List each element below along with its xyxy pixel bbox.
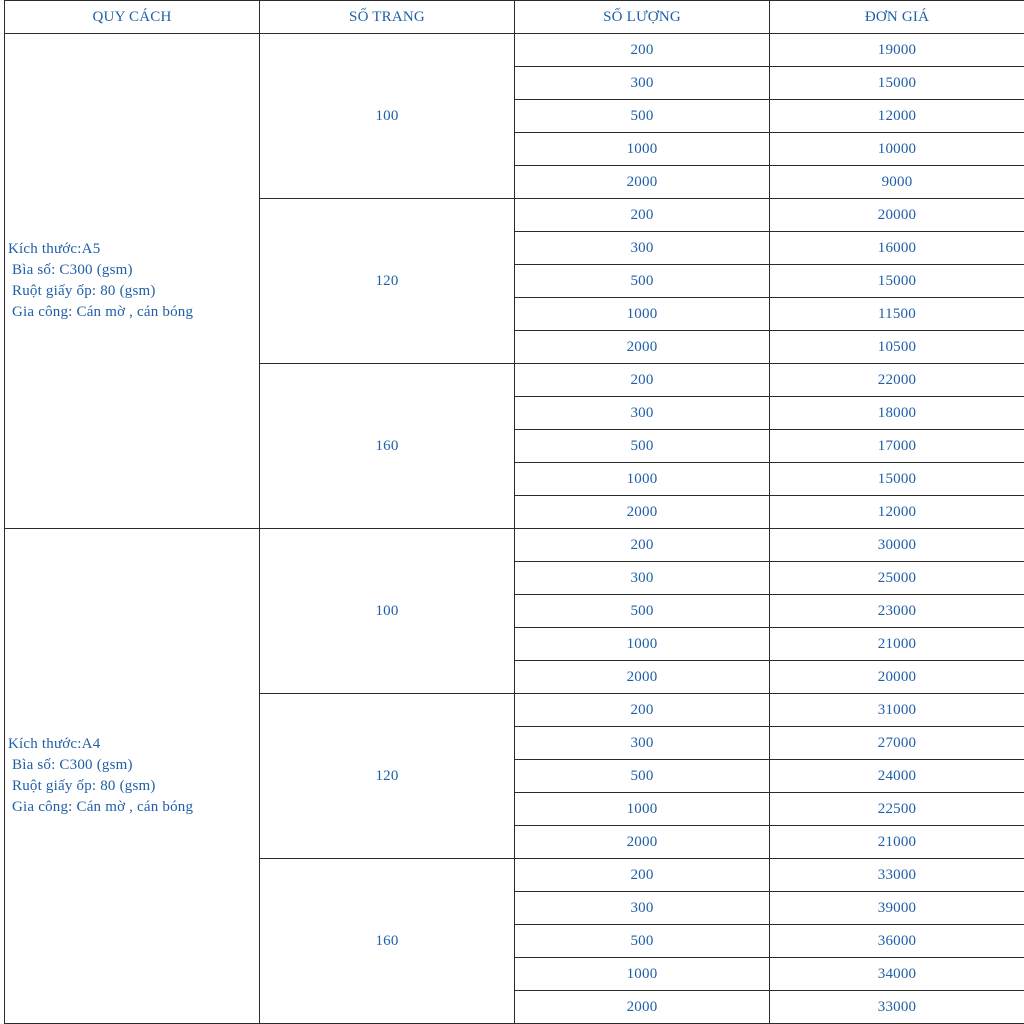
unit-price-cell: 17000: [770, 430, 1024, 463]
quantity-cell: 300: [515, 67, 770, 100]
unit-price-cell: 25000: [770, 562, 1024, 595]
quantity-cell: 500: [515, 265, 770, 298]
header-quantity: SỐ LƯỢNG: [515, 1, 770, 34]
quantity-cell: 200: [515, 34, 770, 67]
quantity-cell: 200: [515, 529, 770, 562]
unit-price-cell: 11500: [770, 298, 1024, 331]
unit-price-cell: 22500: [770, 793, 1024, 826]
quantity-cell: 500: [515, 430, 770, 463]
quantity-cell: 1000: [515, 793, 770, 826]
unit-price-cell: 24000: [770, 760, 1024, 793]
pages-cell: 160: [260, 364, 515, 529]
unit-price-cell: 18000: [770, 397, 1024, 430]
pages-cell: 120: [260, 199, 515, 364]
unit-price-cell: 33000: [770, 859, 1024, 892]
header-unit-price: ĐƠN GIÁ: [770, 1, 1024, 34]
unit-price-cell: 20000: [770, 199, 1024, 232]
quantity-cell: 500: [515, 100, 770, 133]
table-body: [5, 34, 1024, 1024]
spec-cell: [5, 34, 260, 529]
spec-line: Gia công: Cán mờ , cán bóng: [12, 304, 194, 320]
quantity-cell: 2000: [515, 166, 770, 199]
unit-price-cell: 31000: [770, 694, 1024, 727]
unit-price-cell: 22000: [770, 364, 1024, 397]
pages-cell: 100: [260, 529, 515, 694]
table-row: [5, 529, 1024, 562]
quantity-cell: 2000: [515, 826, 770, 859]
unit-price-cell: 15000: [770, 67, 1024, 100]
unit-price-cell: 33000: [770, 991, 1024, 1024]
pages-cell: 160: [260, 859, 515, 1024]
unit-price-cell: 36000: [770, 925, 1024, 958]
quantity-cell: 300: [515, 727, 770, 760]
spec-line: Kích thước:A4: [8, 736, 101, 752]
unit-price-cell: 21000: [770, 826, 1024, 859]
unit-price-cell: 23000: [770, 595, 1024, 628]
spec-line: Ruột giấy ốp: 80 (gsm): [12, 778, 156, 794]
quantity-cell: 2000: [515, 991, 770, 1024]
unit-price-cell: 19000: [770, 34, 1024, 67]
unit-price-cell: 12000: [770, 496, 1024, 529]
quantity-cell: 500: [515, 595, 770, 628]
quantity-cell: 300: [515, 892, 770, 925]
unit-price-cell: 15000: [770, 463, 1024, 496]
unit-price-cell: 12000: [770, 100, 1024, 133]
unit-price-cell: 21000: [770, 628, 1024, 661]
pages-cell: 120: [260, 694, 515, 859]
spec-line: Gia công: Cán mờ , cán bóng: [12, 799, 194, 815]
unit-price-cell: 27000: [770, 727, 1024, 760]
quantity-cell: 200: [515, 694, 770, 727]
quantity-cell: 500: [515, 760, 770, 793]
header-spec: QUY CÁCH: [5, 1, 260, 34]
price-table: [4, 0, 1024, 1024]
unit-price-cell: 15000: [770, 265, 1024, 298]
unit-price-cell: 10000: [770, 133, 1024, 166]
table-header: [5, 1, 1024, 34]
unit-price-cell: 30000: [770, 529, 1024, 562]
unit-price-cell: 9000: [770, 166, 1024, 199]
pages-cell: 100: [260, 34, 515, 199]
unit-price-cell: 20000: [770, 661, 1024, 694]
spec-line: Bìa số: C300 (gsm): [12, 262, 133, 278]
unit-price-cell: 10500: [770, 331, 1024, 364]
unit-price-cell: 16000: [770, 232, 1024, 265]
quantity-cell: 1000: [515, 298, 770, 331]
spec-line: Ruột giấy ốp: 80 (gsm): [12, 283, 156, 299]
quantity-cell: 200: [515, 364, 770, 397]
quantity-cell: 2000: [515, 496, 770, 529]
quantity-cell: 1000: [515, 133, 770, 166]
quantity-cell: 200: [515, 859, 770, 892]
header-pages: SỐ TRANG: [260, 1, 515, 34]
table-row: [5, 34, 1024, 67]
spec-cell: [5, 529, 260, 1024]
spec-line: Kích thước:A5: [8, 241, 101, 257]
quantity-cell: 2000: [515, 661, 770, 694]
quantity-cell: 200: [515, 199, 770, 232]
quantity-cell: 2000: [515, 331, 770, 364]
unit-price-cell: 39000: [770, 892, 1024, 925]
spec-line: Bìa số: C300 (gsm): [12, 757, 133, 773]
quantity-cell: 1000: [515, 958, 770, 991]
quantity-cell: 300: [515, 232, 770, 265]
unit-price-cell: 34000: [770, 958, 1024, 991]
quantity-cell: 500: [515, 925, 770, 958]
quantity-cell: 1000: [515, 628, 770, 661]
header-row: [5, 1, 1024, 34]
quantity-cell: 300: [515, 562, 770, 595]
quantity-cell: 300: [515, 397, 770, 430]
quantity-cell: 1000: [515, 463, 770, 496]
